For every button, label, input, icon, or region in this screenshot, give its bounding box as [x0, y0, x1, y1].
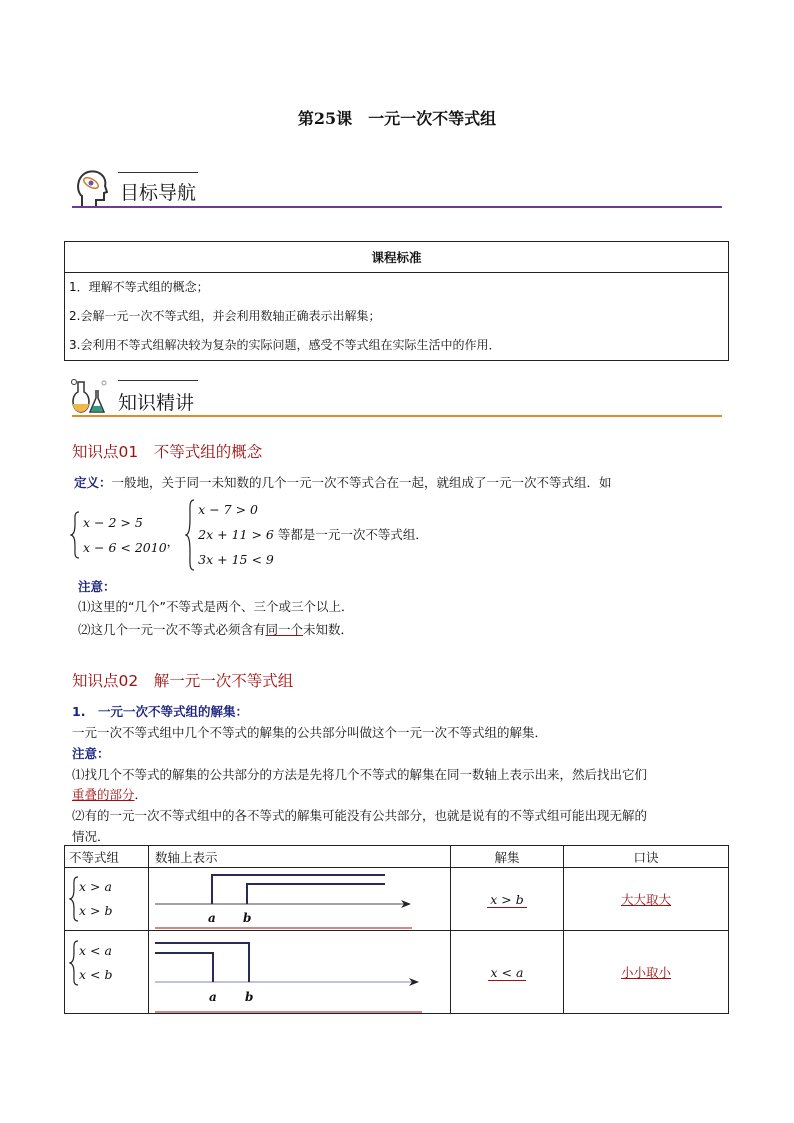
kp2-heading: [72, 669, 293, 691]
brace: [69, 940, 79, 986]
lab-flask-icon: [70, 378, 110, 416]
system-1: [70, 510, 167, 560]
comma: ，: [166, 533, 180, 549]
solution-cell: [451, 931, 564, 1014]
definition-text: 一般地，关于同一未知数的几个一元一次不等式合在一起，就组成了一元一次不等式组．如: [111, 475, 612, 490]
section-knowledge-title: 知识精讲: [118, 392, 195, 414]
rule: 小小取小: [620, 965, 671, 980]
note-text: 未知数．: [303, 622, 354, 637]
solution: x > b: [487, 892, 526, 908]
inequality: x < b: [79, 967, 113, 982]
note-text: ⑵这几个一元一次不等式必须含有: [78, 622, 266, 637]
kp1-label: 知识点01: [72, 443, 139, 461]
note-item: ⑴找几个不等式的解集的公共部分的方法是先将几个不等式的解集在同一数轴上表示出来，然后找出它们: [72, 767, 648, 782]
section-divider: [72, 206, 722, 208]
example-systems: [70, 497, 428, 572]
inequality: x > a: [79, 879, 112, 894]
kp1-title: 不等式组的概念: [153, 443, 263, 461]
rule-cell: [564, 868, 729, 931]
inequality: x < a: [79, 943, 112, 958]
kp2-description: 一元一次不等式组中几个不等式的解集的公共部分叫做这个一元一次不等式组的解集．: [72, 725, 548, 740]
number-line-cell: [149, 931, 451, 1014]
system-2-line: 2x + 11 > 6: [198, 527, 274, 542]
system-cell: [65, 868, 149, 931]
solution: x < a: [488, 965, 527, 981]
kp2-title: 解一元一次不等式组: [153, 672, 294, 690]
axis-label-a: a: [208, 911, 216, 925]
system-2-line: 3x + 15 < 9: [198, 552, 274, 567]
definition-label: 定义：: [74, 475, 112, 490]
solution-rules-table: [64, 845, 729, 1014]
system-1-line: x − 2 > 5: [83, 514, 143, 530]
brace: [70, 511, 80, 559]
kp1-heading: [72, 440, 262, 462]
solution-cell: [451, 868, 564, 931]
underlined-text: 同一个: [265, 622, 304, 637]
note-item: ⑵有的一元一次不等式组中的各不等式的解集可能没有公共部分，也就是说有的不等式组可能出现无解的: [72, 808, 648, 823]
kp2-label: 知识点02: [72, 672, 139, 690]
axis-label-b: b: [245, 990, 254, 1004]
standard-item: 1．理解不等式组的概念；: [69, 280, 209, 294]
brace: [185, 499, 195, 571]
note-label: 注意：: [78, 579, 116, 594]
system-2: [185, 497, 428, 572]
header-accent-line: [118, 172, 198, 173]
standards-header: 课程标准: [65, 242, 728, 273]
inequality: x > b: [79, 903, 113, 918]
axis-label-b: b: [243, 911, 252, 925]
column-header: 不等式组: [65, 846, 149, 868]
column-header: 解集: [451, 846, 564, 868]
standard-item: 2.会解一元一次不等式组，并会利用数轴正确表示出解集；: [69, 309, 381, 323]
table-row: [65, 868, 729, 931]
axis-label-a: a: [209, 990, 217, 1004]
system-2-line: x − 7 > 0: [198, 502, 258, 517]
number-line-cell: [149, 868, 451, 931]
kp1-definition: [74, 473, 612, 491]
section-goal-title: 目标导航: [120, 182, 197, 204]
underlined-text: 重叠的部分: [72, 787, 135, 802]
table-row: [65, 931, 729, 1014]
note-item-cont: 情况．: [72, 829, 110, 844]
system-tail: 等都是一元一次不等式组．: [277, 527, 428, 542]
note-text: ．: [134, 787, 148, 802]
standard-item: 3.会利用不等式组解决较为复杂的实际问题，感受不等式组在实际生活中的作用．: [69, 338, 501, 352]
note-item: [78, 620, 353, 638]
section-divider: [72, 415, 722, 417]
system-1-line: x − 6 < 2010: [83, 539, 167, 555]
note-item-cont: [72, 785, 147, 803]
standards-table: [64, 241, 729, 361]
system-cell: [65, 931, 149, 1014]
brace: [69, 876, 79, 922]
header-accent-line: [118, 380, 198, 381]
kp2-subheading: 1. 一元一次不等式组的解集：: [72, 704, 248, 719]
column-header: 口诀: [564, 846, 729, 868]
note-label: 注意：: [72, 746, 110, 761]
page-title: 第25课 一元一次不等式组: [297, 109, 497, 128]
rule-cell: [564, 931, 729, 1014]
note-item: ⑴这里的“几个”不等式是两个、三个或三个以上．: [78, 599, 354, 614]
column-header: 数轴上表示: [149, 846, 451, 868]
head-brain-icon: [74, 168, 108, 208]
rule: 大大取大: [620, 892, 671, 907]
